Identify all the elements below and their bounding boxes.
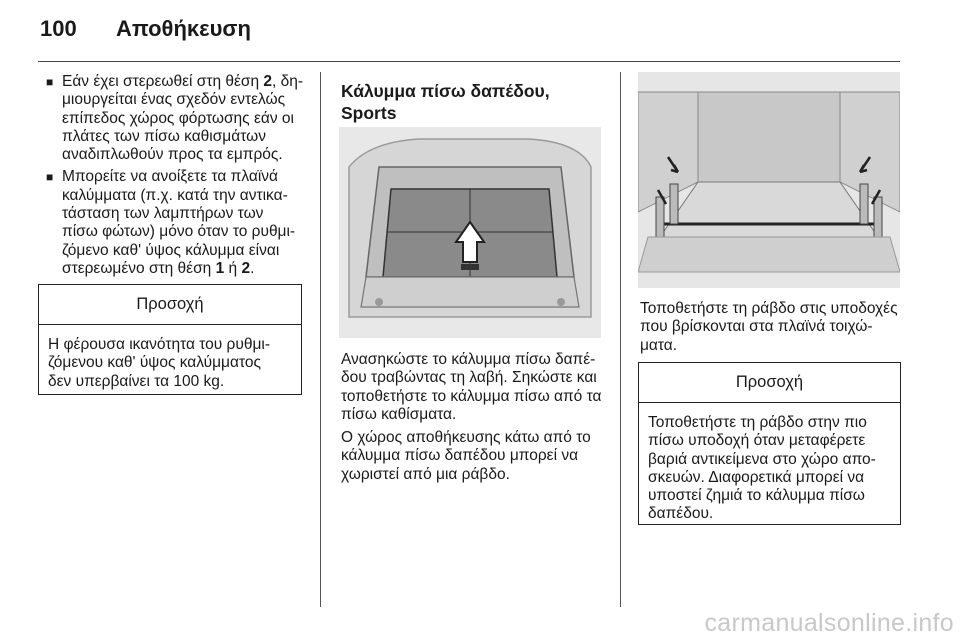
bullet-square-icon: ■ bbox=[46, 75, 54, 89]
text: , δη- bbox=[272, 73, 304, 90]
text: ή bbox=[224, 259, 242, 277]
header-rule bbox=[38, 61, 900, 62]
caution-box bbox=[638, 362, 901, 525]
text-line: σκευών. Διαφορετικά μπορεί να bbox=[648, 468, 865, 486]
trunk-floor-cover-illustration bbox=[339, 127, 601, 338]
text-line: ζόμενο καθ' ύψος κάλυμμα είναι bbox=[62, 241, 280, 259]
page-title: Αποθήκευση bbox=[116, 16, 251, 41]
caution-title: Προσοχή bbox=[639, 363, 900, 403]
text: . bbox=[250, 259, 255, 277]
text-line: δου τραβώντας τη λαβή. Σηκώστε και bbox=[341, 369, 597, 387]
text-line: αναδιπλωθούν προς τα εμπρός. bbox=[62, 146, 283, 164]
text-line: επίπεδος χώρος φόρτωσης εάν οι bbox=[62, 109, 294, 127]
watermark: carmanualsonline.info bbox=[704, 609, 954, 637]
column-divider-right bbox=[620, 72, 621, 607]
text-line: που βρίσκονται στα πλαϊνά τοιχώ- bbox=[640, 318, 873, 336]
text: στερεωμένο στη θέση bbox=[62, 259, 216, 277]
text-line: τάσταση των λαμπτήρων των bbox=[62, 205, 264, 223]
text-line: δεν υπερβαίνει τα 100 kg. bbox=[48, 372, 225, 390]
text-line: καλύμματα (π.χ. κατά την αντικα- bbox=[62, 186, 288, 204]
text-line: Μπορείτε να ανοίξετε τα πλαϊνά bbox=[62, 168, 278, 186]
caution-body bbox=[639, 403, 900, 524]
text-line: τοποθετήστε το κάλυμμα πίσω από τα bbox=[341, 387, 602, 405]
text-line: χωριστεί από μια ράβδο. bbox=[341, 465, 510, 483]
caution-box bbox=[38, 284, 302, 395]
text-line: ζόμενου καθ' ύψος καλύμματος bbox=[48, 354, 261, 372]
text-line: Ανασηκώστε το κάλυμμα πίσω δαπέ- bbox=[341, 351, 596, 368]
text-line: ματα. bbox=[640, 336, 678, 354]
text-line: πίσω καθίσματα. bbox=[341, 405, 457, 423]
paragraph-divider bbox=[341, 429, 606, 484]
bullet-item bbox=[40, 73, 310, 164]
caption-lift-cover bbox=[341, 351, 606, 424]
position-number: 2 bbox=[263, 73, 273, 90]
text-line: πίσω φώτων) μόνο όταν το ρυθμι- bbox=[62, 223, 296, 241]
page-number: 100 bbox=[40, 16, 77, 41]
text-line: πλάτες των πίσω καθισμάτων bbox=[62, 127, 266, 145]
text-line: πίσω υποδοχή όταν μεταφέρετε bbox=[648, 432, 866, 450]
text-line: βαριά αντικείμενα στο χώρο απο- bbox=[648, 450, 876, 468]
left-column bbox=[40, 73, 310, 280]
text-line: Η φέρουσα ικανότητα του ρυθμι- bbox=[48, 336, 270, 353]
position-number: 2 bbox=[241, 259, 251, 277]
divider-rod-illustration bbox=[638, 72, 900, 288]
rod-illustration-svg bbox=[638, 72, 900, 288]
position-number: 1 bbox=[215, 259, 225, 277]
caution-title: Προσοχή bbox=[39, 285, 301, 325]
text-line: υποστεί ζημιά το κάλυμμα πίσω bbox=[648, 487, 865, 505]
caution-body bbox=[39, 325, 301, 391]
caption-place-rod bbox=[640, 300, 902, 355]
text-line: δαπέδου. bbox=[648, 505, 714, 523]
text-line: μιουργείται ένας σχεδόν εντελώς bbox=[62, 91, 286, 109]
bullet-square-icon: ■ bbox=[46, 170, 54, 185]
column-divider-left bbox=[320, 72, 321, 607]
text-line: Τοποθετήστε τη ράβδο στις υποδοχές bbox=[640, 300, 898, 317]
text-line: Ο χώρος αποθήκευσης κάτω από το bbox=[341, 429, 591, 446]
text-line: Τοποθετήστε τη ράβδο στην πιο bbox=[648, 414, 867, 431]
text: Εάν έχει στερεωθεί στη θέση bbox=[62, 73, 264, 90]
bullet-item bbox=[40, 168, 310, 278]
trunk-illustration-svg bbox=[339, 127, 601, 338]
text-line: κάλυμμα πίσω δαπέδου μπορεί να bbox=[341, 447, 579, 465]
heading-line: Κάλυμμα πίσω δαπέδου, Sports bbox=[341, 81, 550, 123]
